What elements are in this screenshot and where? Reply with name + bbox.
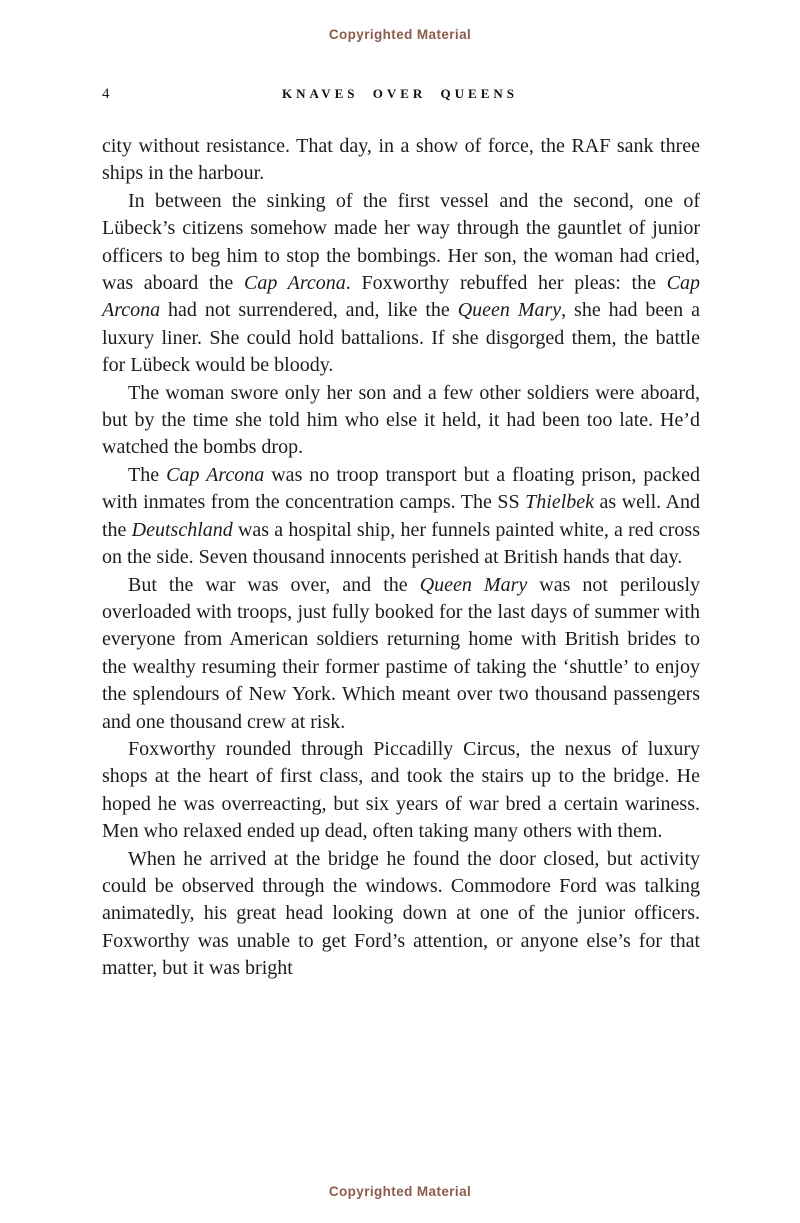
italic-text-run: Thielbek xyxy=(525,491,595,514)
paragraph xyxy=(102,846,700,983)
page-number: 4 xyxy=(102,86,110,102)
italic-text-run: Queen Mary xyxy=(457,299,562,322)
running-header xyxy=(0,86,800,104)
text-run: had not surrendered, and, like the xyxy=(160,299,458,322)
text-run: was not perilously overloaded with troops, just fully booked for the last days of summer with everyone from American soldiers returning home with British brides to the wealthy resuming their former pastime of taking the ‘shuttle’ to enjoy the splendours of New York. Which meant over two thousand passengers and one thousand crew at risk. xyxy=(102,573,700,733)
copyright-notice-top: Copyrighted Material xyxy=(328,27,472,42)
text-run: city without resistance. That day, in a show of force, the RAF sank three ships in the harbour. xyxy=(102,135,700,185)
italic-text-run: Cap Arcona xyxy=(244,272,346,295)
paragraph xyxy=(102,380,700,462)
italic-text-run: Queen Mary xyxy=(419,573,528,596)
text-run: The woman swore only her son and a few other soldiers were aboard, but by the time she told him who else it held, it had been too late. He’d watched the bombs drop. xyxy=(102,381,700,459)
text-run: The xyxy=(128,463,167,486)
italic-text-run: Cap Arcona xyxy=(102,272,700,322)
body-text xyxy=(0,133,800,983)
text-run: as well. And the xyxy=(102,491,701,541)
text-run: Foxworthy rounded through Piccadilly Circus, the nexus of luxury shops at the heart of first class, and took the stairs up to the bridge. He hoped he was overreacting, but six years of war bred a certain wariness. Men who relaxed ended up dead, often taking many others with them. xyxy=(102,737,700,843)
text-run: , she had been a luxury liner. She could hold battalions. If she disgorged them, the battle for Lübeck would be bloody. xyxy=(102,299,700,377)
book-title: KNAVES OVER QUEENS xyxy=(281,86,519,101)
text-run: was a hospital ship, her funnels painted white, a red cross on the side. Seven thousand innocents perished at British hands that day. xyxy=(102,518,700,569)
copyright-notice-bottom: Copyrighted Material xyxy=(328,1184,472,1199)
text-run: . Foxworthy rebuffed her pleas: the xyxy=(345,272,667,295)
text-run: When he arrived at the bridge he found the door closed, but activity could be observed through the windows. Commodore Ford was talking animatedly, his great head looking down at one of the junior officers. Foxworthy was unable to get Ford’s attention, or anyone else’s for that matter, but it was bright xyxy=(102,847,700,980)
text-run: But the war was over, and the xyxy=(128,573,420,596)
paragraph xyxy=(102,736,700,846)
text-run: was no troop transport but a floating prison, packed with inmates from the concentration camps. The SS xyxy=(102,463,700,514)
paragraph xyxy=(102,572,700,736)
paragraph xyxy=(102,462,700,572)
italic-text-run: Deutschland xyxy=(131,518,233,541)
text-run: In between the sinking of the first vessel and the second, one of Lübeck’s citizens somehow made her way through the gauntlet of junior officers to beg him to stop the bombings. Her son, the woman had cried, was aboard the xyxy=(102,189,700,295)
italic-text-run: Cap Arcona xyxy=(166,463,265,486)
paragraph xyxy=(102,188,700,380)
paragraph xyxy=(102,133,700,188)
